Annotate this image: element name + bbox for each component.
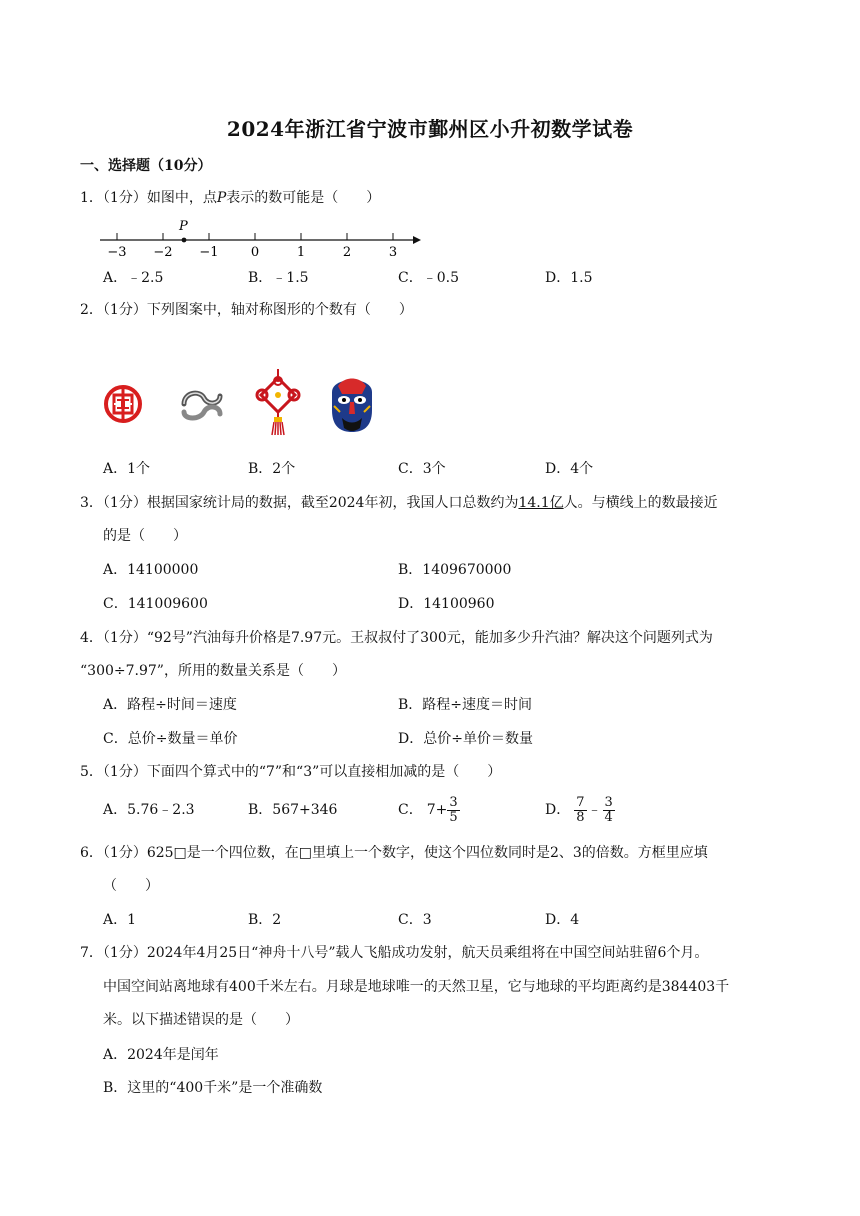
number-line (95, 212, 425, 262)
question-4-stem-cont: “300÷7.97”，所用的数量关系是（ ） (80, 663, 346, 679)
d-expression: $\frac{7}{8}$ ﹣ $\frac{3}{4}$ (576, 794, 613, 825)
question-6-stem-cont: （ ） (103, 878, 159, 894)
q4-option-a[interactable]: A．路程÷时间＝速度 (103, 697, 237, 713)
section-heading: 一、选择题（10分） (80, 158, 212, 174)
question-7-stem: 7．（1分）2024年4月25日“神舟十八号”载人飞船成功发射，航天员乘组将在中国空间站驻留6个月。 (80, 945, 709, 961)
question-1-stem: 1．（1分）如图中，点P表示的数可能是（ ） (80, 190, 381, 206)
q3-option-b[interactable]: B．1409670000 (398, 562, 512, 578)
q3-option-c[interactable]: C．141009600 (103, 596, 208, 612)
fraction: $\frac{7}{8}$ (576, 794, 585, 825)
tick-label: 3 (388, 245, 398, 260)
question-3-stem-cont: 的是（ ） (103, 528, 187, 544)
q6-option-b[interactable]: B．2 (248, 912, 282, 928)
fraction: $\frac{3}{4}$ (604, 794, 613, 825)
tick-label: 1 (296, 245, 306, 260)
q4-option-b[interactable]: B．路程÷速度＝时间 (398, 697, 533, 713)
q1-option-a[interactable]: A．﹣2.5 (103, 270, 164, 286)
underlined-value: 14.1亿 (518, 495, 564, 511)
q2-option-c[interactable]: C．3个 (398, 461, 446, 477)
q6-option-c[interactable]: C．3 (398, 912, 432, 928)
tick-label: 0 (250, 245, 260, 260)
opera-mask-icon (328, 372, 376, 434)
q6-option-d[interactable]: D．4 (545, 912, 580, 928)
q7-option-b[interactable]: B．这里的“400千米”是一个准确数 (103, 1080, 323, 1096)
q7-option-a[interactable]: A．2024年是闰年 (103, 1047, 219, 1063)
swirl-logo-icon (178, 384, 226, 424)
question-6-stem: 6．（1分）625□是一个四位数，在□里填上一个数字，使这个四位数同时是2、3的倍数。方框里应填 (80, 845, 708, 861)
q5-option-c[interactable]: C． 7+ $\frac{3}{5}$ (398, 794, 458, 825)
question-2-stem: 2．（1分）下列图案中，轴对称图形的个数有（ ） (80, 302, 413, 318)
q2-option-b[interactable]: B．2个 (248, 461, 296, 477)
q4-option-d[interactable]: D．总价÷单价＝数量 (398, 731, 533, 747)
point-p-marker (182, 238, 187, 243)
question-5-stem: 5．（1分）下面四个算式中的“7”和“3”可以直接相加减的是（ ） (80, 764, 502, 780)
q5-option-d[interactable]: D． $\frac{7}{8}$ ﹣ $\frac{3}{4}$ (545, 794, 613, 825)
q3-option-d[interactable]: D．14100960 (398, 596, 495, 612)
q2-option-a[interactable]: A．1个 (103, 461, 151, 477)
chinese-knot-icon (250, 369, 306, 437)
question-7-stem-cont2: 米。以下描述错误的是（ ） (103, 1012, 299, 1028)
bank-logo-icon (103, 384, 143, 424)
q1-option-b[interactable]: B．﹣1.5 (248, 270, 309, 286)
page-title: 2024年浙江省宁波市鄞州区小升初数学试卷 (226, 117, 634, 141)
point-p-label: P (179, 219, 188, 234)
q1-option-c[interactable]: C．﹣0.5 (398, 270, 459, 286)
q4-option-c[interactable]: C．总价÷数量＝单价 (103, 731, 238, 747)
fraction: $\frac{3}{5}$ (449, 794, 458, 825)
q5-option-b[interactable]: B．567+346 (248, 802, 338, 818)
question-7-stem-cont1: 中国空间站离地球有400千米左右。月球是地球唯一的天然卫星，它与地球的平均距离约是384403千 (103, 979, 730, 995)
tick-label: −1 (199, 245, 219, 260)
q3-option-a[interactable]: A．14100000 (103, 562, 199, 578)
c-expression: 7+ $\frac{3}{5}$ (426, 794, 458, 825)
tick-label: −3 (107, 245, 127, 260)
tick-label: 2 (342, 245, 352, 260)
question-3-stem: 3．（1分）根据国家统计局的数据，截至2024年初，我国人口总数约为14.1亿人。与横线上的数最接近 (80, 495, 718, 511)
q2-images (100, 372, 370, 438)
q1-option-d[interactable]: D．1.5 (545, 270, 593, 286)
question-4-stem: 4．（1分）“92号”汽油每升价格是7.97元。王叔叔付了300元，能加多少升汽油？解决这个问题列式为 (80, 630, 713, 646)
q5-option-a[interactable]: A．5.76﹣2.3 (103, 802, 195, 818)
q6-option-a[interactable]: A．1 (103, 912, 137, 928)
tick-label: −2 (153, 245, 173, 260)
q2-option-d[interactable]: D．4个 (545, 461, 594, 477)
